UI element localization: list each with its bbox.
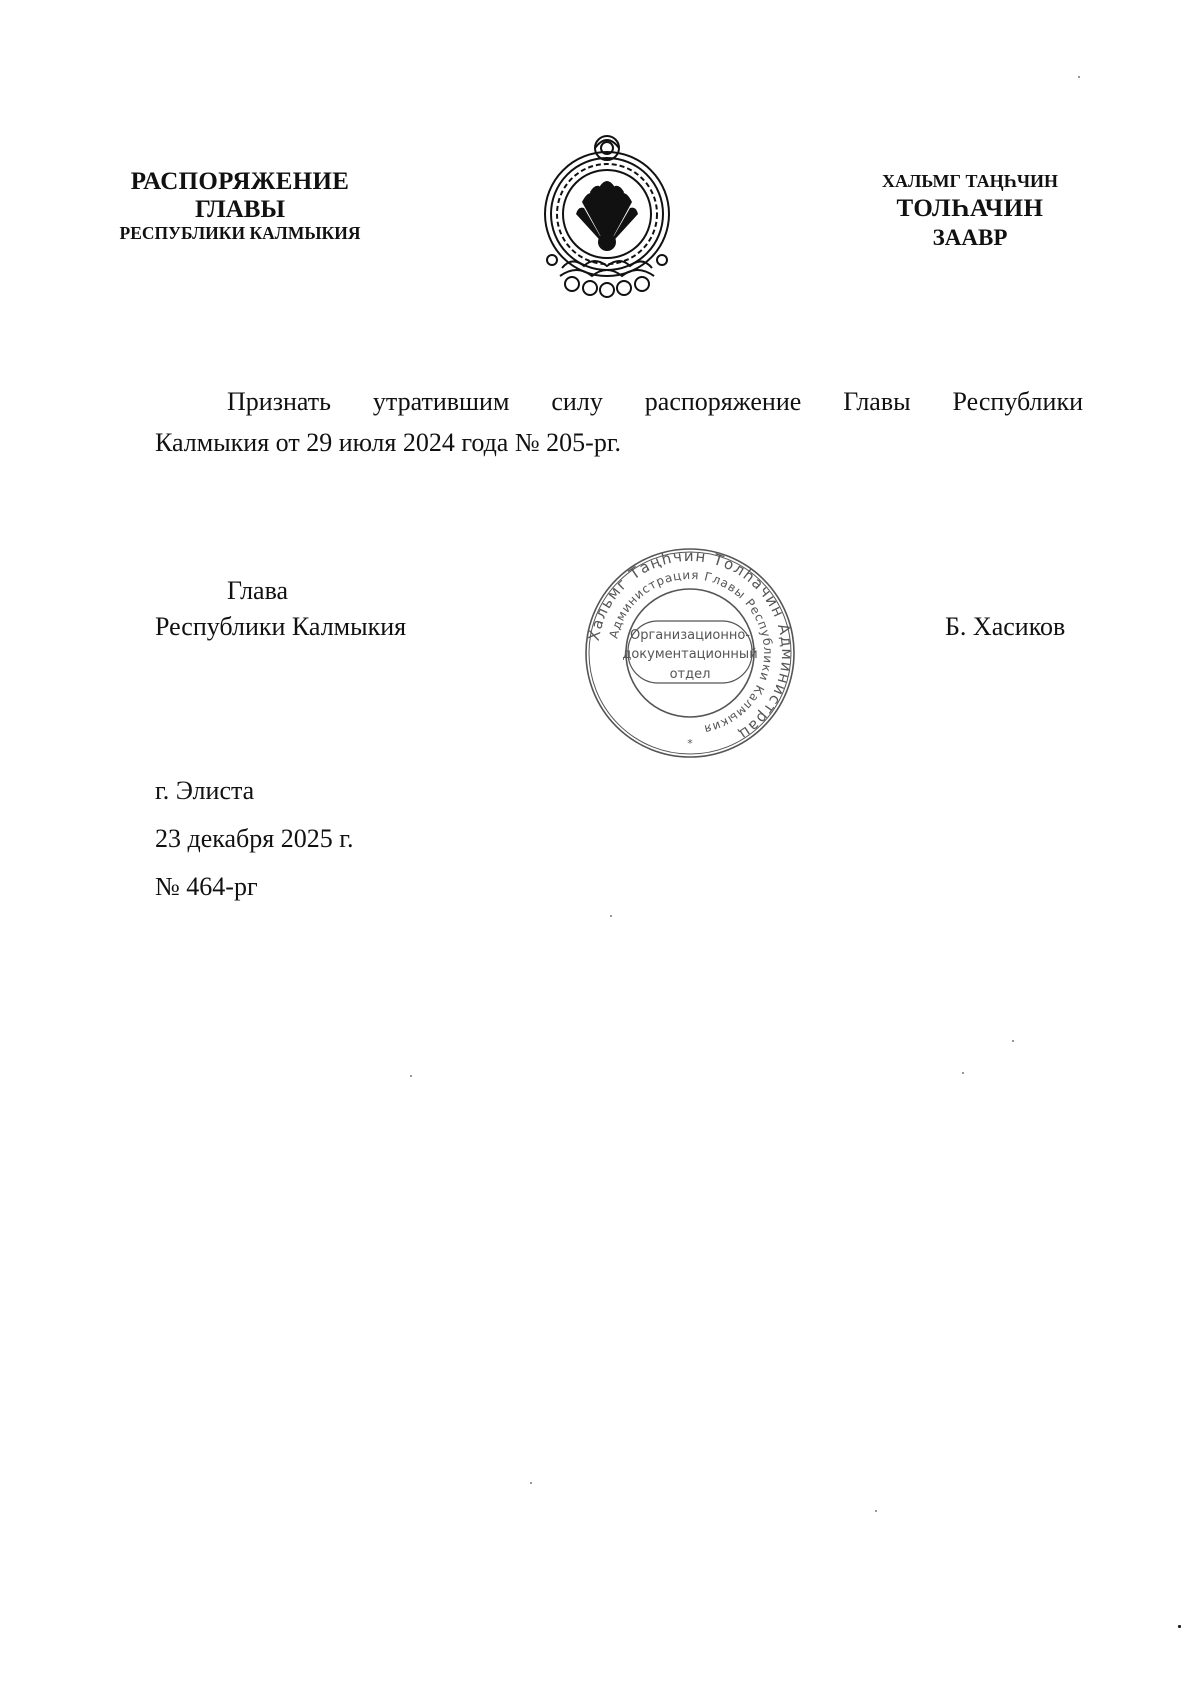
signature-title-line2: Республики Калмыкия <box>155 612 407 641</box>
header-left-block <box>80 168 400 244</box>
scan-speck <box>610 915 612 917</box>
scan-speck <box>410 1075 412 1077</box>
stamp-center-line2: документационный <box>622 647 758 662</box>
official-stamp <box>580 543 800 763</box>
header-left-line2: ГЛАВЫ <box>194 196 286 223</box>
stamp-center-line1: Организационно- <box>629 628 751 643</box>
scan-speck <box>1012 1040 1014 1042</box>
signer-name: Б. Хасиков <box>945 612 1066 641</box>
stamp-star-bottom: * <box>687 737 693 750</box>
signature-title <box>155 573 406 645</box>
header-right-block <box>840 170 1100 253</box>
header-left-line1: РАСПОРЯЖЕНИЕ <box>130 168 350 195</box>
header-right-line2: ТОЛҺАЧИН <box>896 194 1044 222</box>
scan-speck <box>875 1510 877 1512</box>
body-line2: Калмыкия от 29 июля 2024 года № 205-рг. <box>155 428 622 457</box>
scan-speck <box>530 1482 532 1484</box>
body-line1-text: Признать утратившим силу распоряжение Главы Республики <box>227 387 1083 416</box>
body-line1 <box>155 381 1083 422</box>
header-right-line1: ХАЛЬМГ ТАҢҺЧИН <box>881 171 1059 191</box>
place-date-block <box>155 767 353 911</box>
stamp-outer-ring-textpath: Хальмг Таңһчин Толһачин Администрац <box>584 546 797 745</box>
header-right-line3: ЗААВР <box>932 224 1008 250</box>
city: г. Элиста <box>155 776 255 805</box>
scan-speck <box>1078 76 1080 78</box>
signature-title-line1: Глава <box>227 576 289 605</box>
order-date: 23 декабря 2025 г. <box>155 824 354 853</box>
kalmykia-coat-of-arms-icon <box>532 130 682 298</box>
scan-speck <box>1178 1625 1181 1628</box>
scan-speck <box>962 1072 964 1074</box>
order-number: № 464-рг <box>155 872 258 901</box>
order-body-text <box>155 381 1083 463</box>
stamp-center-line3: отдел <box>669 667 711 682</box>
stamp-inner-ring-textpath: Администрация Главы Республики Калмыкия <box>606 567 776 737</box>
header-left-line3: РЕСПУБЛИКИ КАЛМЫКИЯ <box>119 223 361 243</box>
